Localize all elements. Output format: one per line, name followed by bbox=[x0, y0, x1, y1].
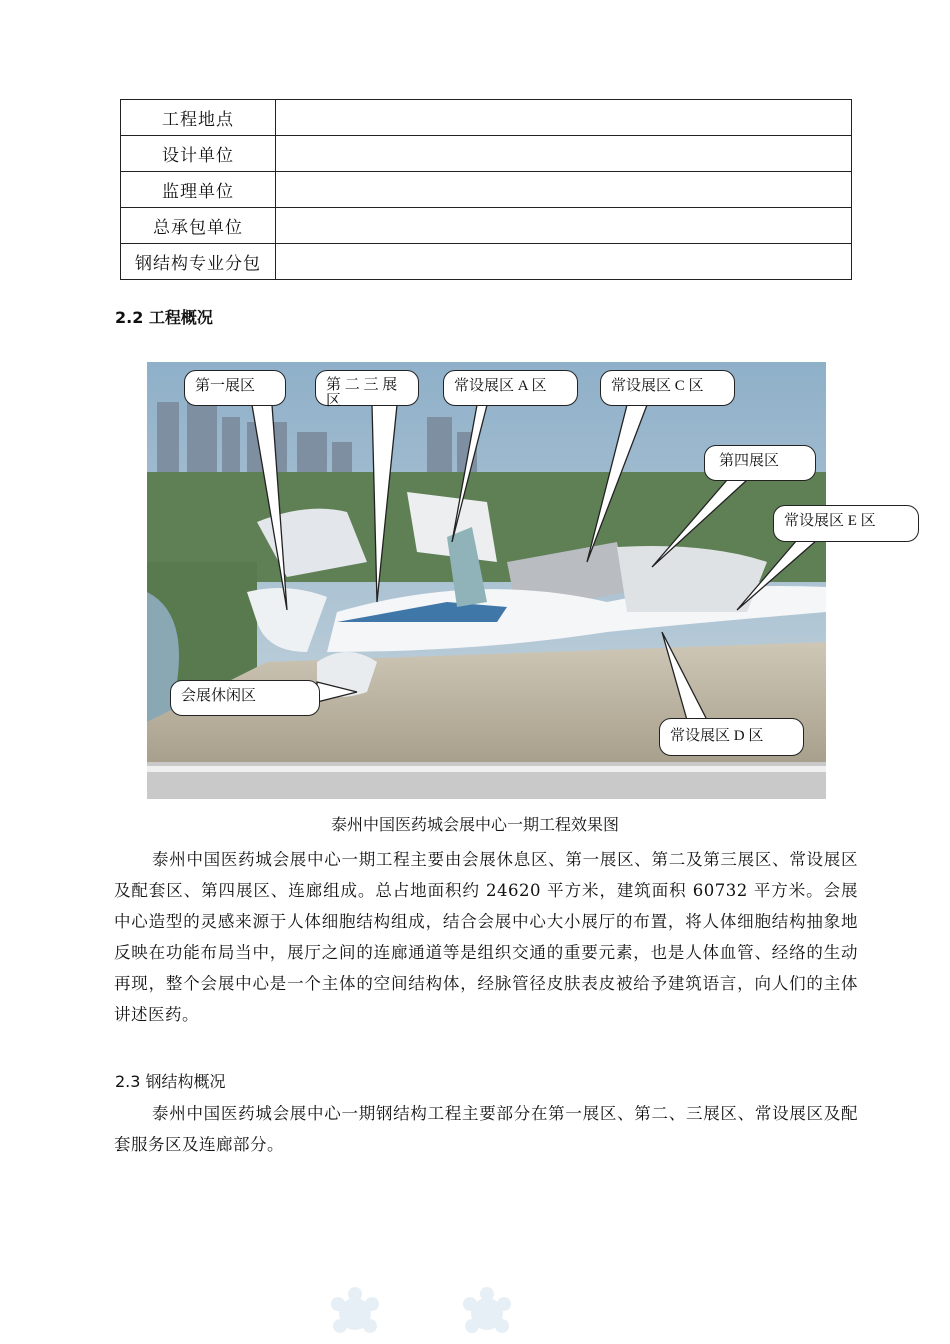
figure-caption: 泰州中国医药城会展中心一期工程效果图 bbox=[330, 815, 619, 834]
table-row bbox=[121, 100, 852, 136]
callout-permanent-zone-c: 常设展区 C 区 bbox=[600, 370, 735, 406]
rendering-figure bbox=[147, 362, 876, 799]
row-value bbox=[276, 172, 852, 208]
callout-first-exhibition-zone: 第一展区 bbox=[184, 370, 286, 406]
section-heading-2-2: 2.2 工程概况 bbox=[115, 308, 213, 327]
callout-leisure-zone: 会展休闲区 bbox=[170, 680, 320, 716]
row-label: 监理单位 bbox=[121, 172, 276, 208]
row-value bbox=[276, 244, 852, 280]
row-label: 钢结构专业分包 bbox=[121, 244, 276, 280]
row-value bbox=[276, 100, 852, 136]
table-row bbox=[121, 208, 852, 244]
callout-second-third-zone bbox=[315, 370, 419, 409]
section-heading-2-3: 2.3 钢结构概况 bbox=[115, 1072, 226, 1091]
callout-permanent-zone-d: 常设展区 D 区 bbox=[659, 718, 804, 756]
callout-fourth-zone: 第四展区 bbox=[704, 445, 816, 481]
snowflake-watermark-icon bbox=[320, 1282, 390, 1342]
row-label: 工程地点 bbox=[121, 100, 276, 136]
snowflake-watermark-icon bbox=[452, 1282, 522, 1342]
callout-permanent-zone-e: 常设展区 E 区 bbox=[773, 505, 919, 542]
row-label: 设计单位 bbox=[121, 136, 276, 172]
table-row bbox=[121, 172, 852, 208]
row-value bbox=[276, 208, 852, 244]
table-row bbox=[121, 136, 852, 172]
project-info-table bbox=[120, 99, 852, 280]
row-value bbox=[276, 136, 852, 172]
steel-structure-paragraph: 泰州中国医药城会展中心一期钢结构工程主要部分在第一展区、第二、三展区、常设展区及配套服务区及连廊部分。 bbox=[114, 1104, 858, 1154]
callout-line: 第 二 三 展 bbox=[326, 377, 398, 393]
callout-line: 区 bbox=[326, 393, 342, 409]
table-row bbox=[121, 244, 852, 280]
callout-permanent-zone-a: 常设展区 A 区 bbox=[443, 370, 578, 406]
row-label: 总承包单位 bbox=[121, 208, 276, 244]
overview-paragraph: 泰州中国医药城会展中心一期工程主要由会展休息区、第一展区、第二及第三展区、常设展区及配套区、第四展区、连廊组成。总占地面积约 24620 平方米，建筑面积 60732 平方米。会展中心造型的灵感来源于人体细胞结构组成，结合会展中心大小展厅的布置，将人体细胞结构抽象地反映在功能布局当中，展厅之间的连廊通道等是组织交通的重要元素，也是人体血管、经络的生动再现，整个会展中心是一个主体的空间结构体，经脉管径皮肤表皮被给予建筑语言，向人们的主体讲述医药。 bbox=[114, 850, 858, 1024]
